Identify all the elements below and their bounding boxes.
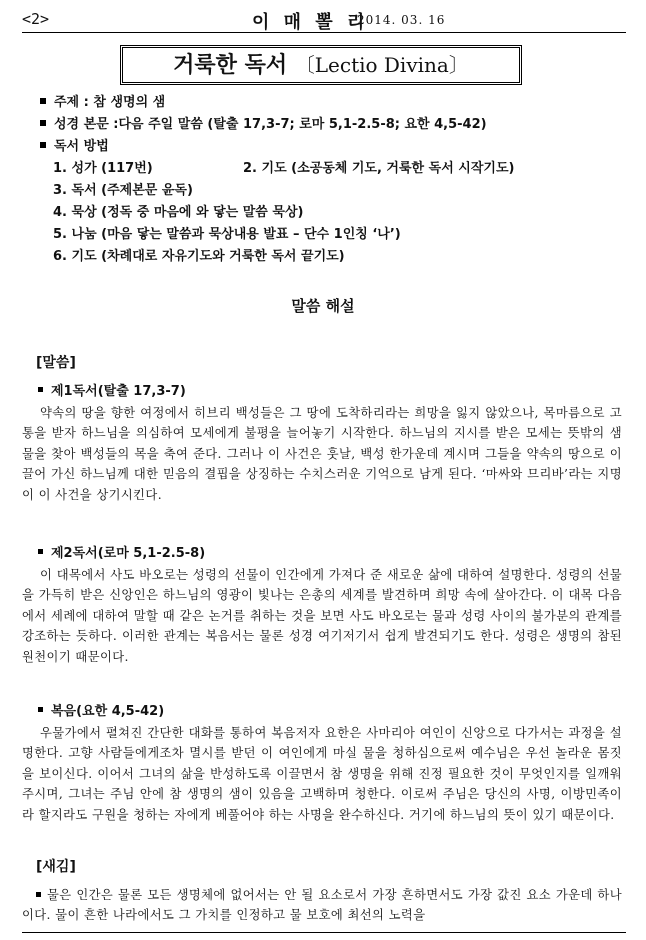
reflection-section-tag: [새김] xyxy=(36,859,76,875)
square-bullet-icon xyxy=(38,549,43,554)
page-header xyxy=(22,10,626,32)
header-divider xyxy=(22,32,626,33)
method-step-2: 2. 기도 (소공동체 기도, 거룩한 독서 시작기도) xyxy=(243,161,515,176)
theme-text: 주제 : 참 생명의 샘 xyxy=(54,95,166,110)
reading-1-title xyxy=(38,380,186,399)
square-bullet-icon xyxy=(40,120,46,126)
method-step-5: 5. 나눔 (마음 닿는 말씀과 묵상내용 발표 – 단수 1인칭 ‘나’) xyxy=(53,227,401,242)
page-number: <2> xyxy=(22,10,50,28)
method-step-6: 6. 기도 (차례대로 자유기도와 거룩한 독서 끝기도) xyxy=(53,249,345,264)
commentary-title: 말씀 해설 xyxy=(291,297,355,315)
square-bullet-icon xyxy=(38,707,43,712)
reading-outline xyxy=(40,92,620,268)
method-step xyxy=(40,158,620,180)
scripture-text: 성경 본문 :다음 주일 말씀 (탈출 17,3-7; 로마 5,1-2.5-8; 요한 4,5-42) xyxy=(54,117,487,132)
reading-2-title xyxy=(38,542,205,561)
reading-2-title-text: 제2독서(로마 5,1-2.5-8) xyxy=(51,546,206,561)
reflection-text xyxy=(22,885,622,926)
method-step-1: 1. 성가 (117번) xyxy=(53,161,153,176)
method-step xyxy=(40,180,620,202)
method-label: 독서 방법 xyxy=(54,139,109,154)
method-step xyxy=(40,224,620,246)
reading-1-text: 약속의 땅을 향한 여정에서 히브리 백성들은 그 땅에 도착하리라는 희망을 잃지 않았으나, 목마름으로 고통을 받자 하느님을 의심하여 모세에게 불평을 늘어놓기 시작한다. 하느님의 지시를 받은 모세는 뜻밖의 샘물을 찾아 백성들의 목을 축여 준다. 그러나 이 사건은 훗날, 백성 한가운데 계시며 그들을 약속의 땅으로 이끌어 가신 하느님께 대한 믿음의 결핍을 상징하는 수치스러운 기억으로 남게 된다. ‘마싸와 므리바’라는 지명이 이 사건을 상기시킨다. xyxy=(22,406,622,502)
scripture-row xyxy=(40,114,620,136)
reflection-text-body: 물은 인간은 물론 모든 생명체에 없어서는 안 될 요소로서 가장 흔하면서도 가장 값진 요소 가운데 하나이다. 물이 흔한 나라에서도 그 가치를 인정하고 물 보호에 최선의 노력을 xyxy=(22,888,622,923)
method-step xyxy=(40,202,620,224)
square-bullet-icon xyxy=(36,892,41,897)
gospel-text: 우물가에서 펼쳐진 간단한 대화를 통하여 복음저자 요한은 사마리아 여인이 신앙으로 다가서는 과정을 설명한다. 고향 사람들에게조차 멸시를 받던 이 여인에게 마실 물을 청하심으로써 예수님은 우선 놀라운 몸짓을 보이신다. 이어서 그녀의 삶을 반성하도록 이끌면서 참 생명을 위해 진정 필요한 것이 무엇인지를 일깨워 주시며, 그녀는 주님 안에 참 생명의 샘이 있음을 고백하며 청한다. 이로써 주님은 당신의 사명, 이방민족이라 할지라도 구원을 청하는 자에게 베풀어야 하는 사명을 완수하신다. 거기에 하느님의 뜻이 있기 때문이다. xyxy=(22,726,622,822)
word-section-tag: [말씀] xyxy=(36,355,76,371)
issue-date: 2014. 03. 16 xyxy=(357,13,446,27)
reading-2-text: 이 대목에서 사도 바오로는 성령의 선물이 인간에게 가져다 준 새로운 삶에 대하여 설명한다. 성령의 선물을 가득히 받은 신앙인은 하느님의 영광이 빛나는 은총의 세계를 발견하며 희망 속에 살아간다. 이 대목 다음에서 세례에 대하여 말할 때 같은 논거를 취하는 것을 보면 사도 바오로는 물과 성령 사이의 불가분의 관계를 강조하는 듯하다. 이러한 관계는 복음서는 물론 성경 여기저기서 쉽게 발견되기도 한다. 성령은 생명의 참된 원천이기 때문이다. xyxy=(22,568,622,664)
reading-1-title-text: 제1독서(탈출 17,3-7) xyxy=(51,384,186,399)
title-korean: 거룩한 독서 xyxy=(173,53,288,78)
title-latin: 〔Lectio Divina〕 xyxy=(294,53,469,77)
document-title xyxy=(120,45,522,85)
square-bullet-icon xyxy=(40,142,46,148)
method-step-4: 4. 묵상 (정독 중 마음에 와 닿는 말씀 묵상) xyxy=(53,205,304,220)
newsletter-name: 이 매 뽈 리 xyxy=(252,12,369,33)
theme-row xyxy=(40,92,620,114)
gospel-title xyxy=(38,700,164,719)
method-step-3: 3. 독서 (주제본문 윤독) xyxy=(53,183,193,198)
gospel-title-text: 복음(요한 4,5-42) xyxy=(51,704,165,719)
square-bullet-icon xyxy=(40,98,46,104)
footer-divider xyxy=(22,932,626,933)
method-step xyxy=(40,246,620,268)
square-bullet-icon xyxy=(38,387,43,392)
method-row xyxy=(40,136,620,158)
